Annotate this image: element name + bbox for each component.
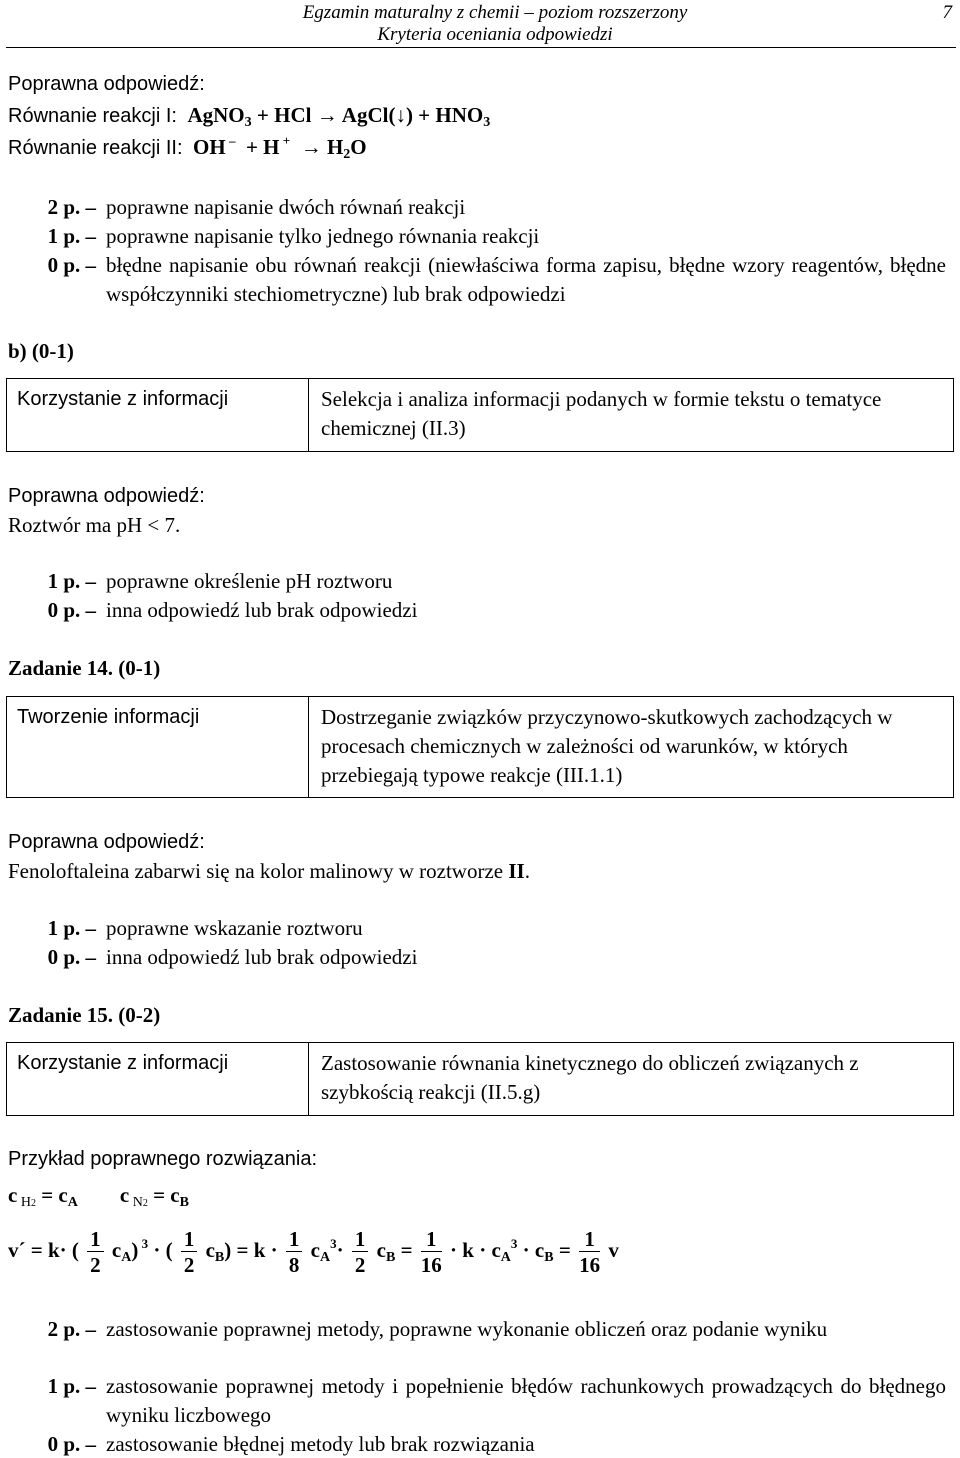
page-number: 7: [942, 2, 952, 23]
eq2-label: Równanie reakcji II:: [8, 137, 183, 159]
requirement-description: Selekcja i analiza informacji podanych w formie tekstu o tematyce chemicznej (II.3): [321, 387, 882, 440]
score-points: 1 p. –: [47, 569, 96, 593]
score-description: poprawne napisanie dwóch równań reakcji: [106, 195, 466, 219]
fraction-one-half: $\frac{1}{2}$: [181, 1227, 198, 1278]
score-points: 0 p. –: [47, 1432, 96, 1456]
requirement-description: Dostrzeganie związków przyczynowo-skutkowych zachodzących w procesach chemicznych w zależności od warunków, w których przebiegają typowe reakcje (III.1.1): [321, 705, 893, 787]
reaction-equation-2: [8, 133, 367, 162]
fraction-one-half: $\frac{1}{2}$: [352, 1227, 369, 1278]
eq1-label: Równanie reakcji I:: [8, 105, 177, 127]
score-description: poprawne napisanie tylko jednego równania reakcji: [106, 224, 540, 248]
score-points: 1 p. –: [47, 1374, 96, 1398]
answer-text-main: Fenoloftaleina zabarwi się na kolor malinowy w roztworze: [8, 859, 509, 883]
score-description: inna odpowiedź lub brak odpowiedzi: [106, 598, 418, 622]
score-description: błędne napisanie obu równań reakcji (niewłaściwa forma zapisu, błędne wzory reagentów, błędne współczynniki stechiometryczne) lub brak odpowiedzi: [106, 253, 946, 306]
example-label: Przykład poprawnego rozwiązania:: [8, 1148, 318, 1170]
answer-text-end: .: [524, 859, 530, 883]
task-14-heading: Zadanie 14. (0-1): [8, 656, 161, 680]
eq2-formula: OH – + H $^+ \to H_2O$: [187, 133, 367, 162]
answer-solution-number: II: [508, 859, 525, 883]
score-description: poprawne określenie pH roztworu: [106, 569, 393, 593]
section-b-heading: b) (0-1): [8, 339, 74, 363]
score-points: 0 p. –: [47, 253, 96, 277]
score-description: inna odpowiedź lub brak odpowiedzi: [106, 945, 418, 969]
page-header: [0, 0, 960, 50]
header-subtitle: Kryteria oceniania odpowiedzi: [377, 24, 613, 45]
fraction-one-sixteenth: $\frac{1}{16}$: [420, 1226, 442, 1277]
score-points: 0 p. –: [47, 598, 96, 622]
requirements-table: [6, 378, 954, 452]
eq1-formula: AgNO$_3$ + HCl → AgCl(↓) + $HNO_3$: [182, 103, 491, 130]
answer-text: [8, 857, 530, 885]
answer-text: Roztwór ma pH < 7.: [8, 513, 181, 537]
task-15-heading: Zadanie 15. (0-2): [8, 1003, 161, 1027]
score-description: zastosowanie błędnej metody lub brak rozwiązania: [106, 1432, 535, 1456]
score-description: zastosowanie poprawnej metody, poprawne wykonanie obliczeń oraz podanie wyniku: [106, 1317, 828, 1341]
score-points: 1 p. –: [47, 224, 96, 248]
requirement-category: Korzystanie z informacji: [7, 1043, 309, 1115]
answer-label: Poprawna odpowiedź:: [8, 831, 205, 853]
header-title: Egzamin maturalny z chemii – poziom rozszerzony: [302, 2, 688, 23]
answer-label: Poprawna odpowiedź:: [8, 485, 205, 507]
requirement-description: Zastosowanie równania kinetycznego do obliczeń związanych z szybkością reakcji (II.5.g): [321, 1051, 859, 1104]
score-points: 1 p. –: [47, 916, 96, 940]
score-description: zastosowanie poprawnej metody i popełnienie błędów rachunkowych prowadzących do błędnego wyniku liczbowego: [106, 1374, 946, 1427]
rate-equation: v´ = k· ( $\frac{1}{2}$ $c_A$) $^3$ · ( $\frac{1}{2}$ $c_B) = k$ · $\frac{1}{8}$ $c_A^3\cdot$ $\frac{1}{2}$ $c_B$ = $\frac{1}{16}$ · $k \cdot c_A^3 \cdot c_B$ = $\frac{1}{16}$ v: [8, 1226, 619, 1277]
header-rule: [6, 47, 956, 48]
requirements-table: [6, 696, 954, 798]
reaction-equation-1: [8, 101, 490, 130]
fraction-one-half: $\frac{1}{2}$: [87, 1227, 104, 1278]
score-description: poprawne wskazanie roztworu: [106, 916, 363, 940]
requirement-category: Tworzenie informacji: [7, 697, 309, 797]
score-points: 2 p. –: [47, 195, 96, 219]
requirements-table: [6, 1042, 954, 1116]
concentration-relations: c $_{H2} = c_A$ c $_{N2} = c_B$: [8, 1183, 189, 1210]
requirement-category: Korzystanie z informacji: [7, 379, 309, 451]
score-points: 0 p. –: [47, 945, 96, 969]
score-points: 2 p. –: [47, 1317, 96, 1341]
fraction-one-sixteenth: $\frac{1}{16}$: [579, 1226, 601, 1277]
answer-label: Poprawna odpowiedź:: [8, 73, 205, 95]
fraction-one-eighth: $\frac{1}{8}$: [286, 1227, 303, 1278]
